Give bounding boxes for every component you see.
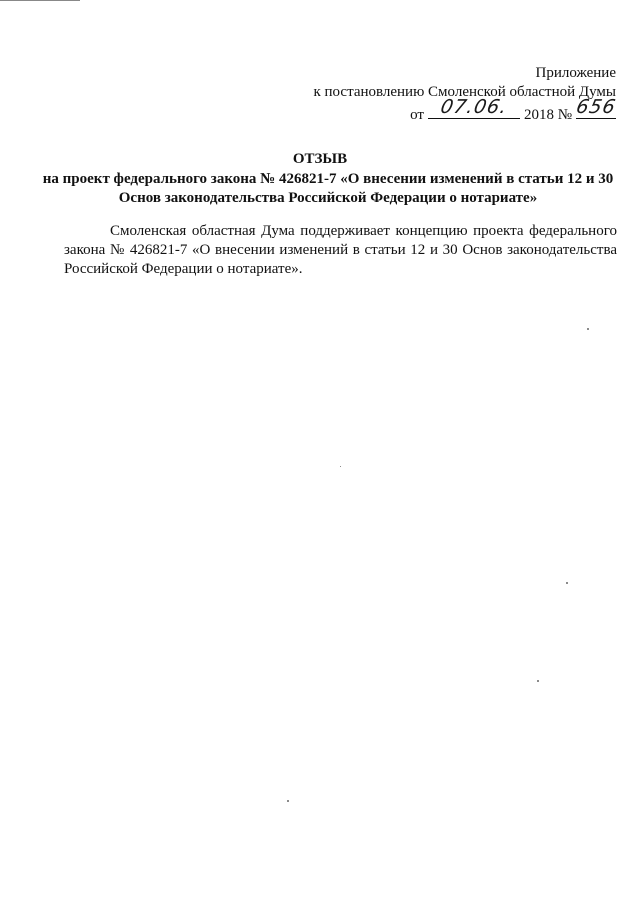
scan-speck <box>287 800 289 802</box>
scan-speck <box>566 582 568 584</box>
handwritten-date: 07.06. <box>438 96 510 118</box>
scan-edge-mark <box>0 0 80 1</box>
date-blank <box>428 96 520 119</box>
annex-date-line <box>410 96 619 125</box>
date-prefix: от <box>410 107 424 123</box>
annex-label: Приложение <box>535 65 616 81</box>
year-and-number-label: 2018 № <box>523 107 572 123</box>
annex-block <box>313 64 619 125</box>
number-blank <box>574 96 619 119</box>
scan-speck <box>340 466 341 467</box>
annex-resolution-line: к постановлению Смоленской областной Думы <box>313 84 616 100</box>
handwritten-number: 656 <box>574 96 619 118</box>
scan-speck <box>537 680 539 682</box>
document-subtitle: на проект федерального закона № 426821-7 «О внесении изменений в статьи 12 и 30 Основ законодательства Российской Федерации о нотариате» <box>42 171 614 206</box>
scan-speck <box>587 328 589 330</box>
document-title: ОТЗЫВ <box>292 151 348 167</box>
body-paragraph: Смоленская областная Дума поддерживает концепцию проекта федерального закона № 426821-7 «О внесении изменений в статьи 12 и 30 Основ законодательства Российской Федерации о нотариате». <box>64 223 617 277</box>
